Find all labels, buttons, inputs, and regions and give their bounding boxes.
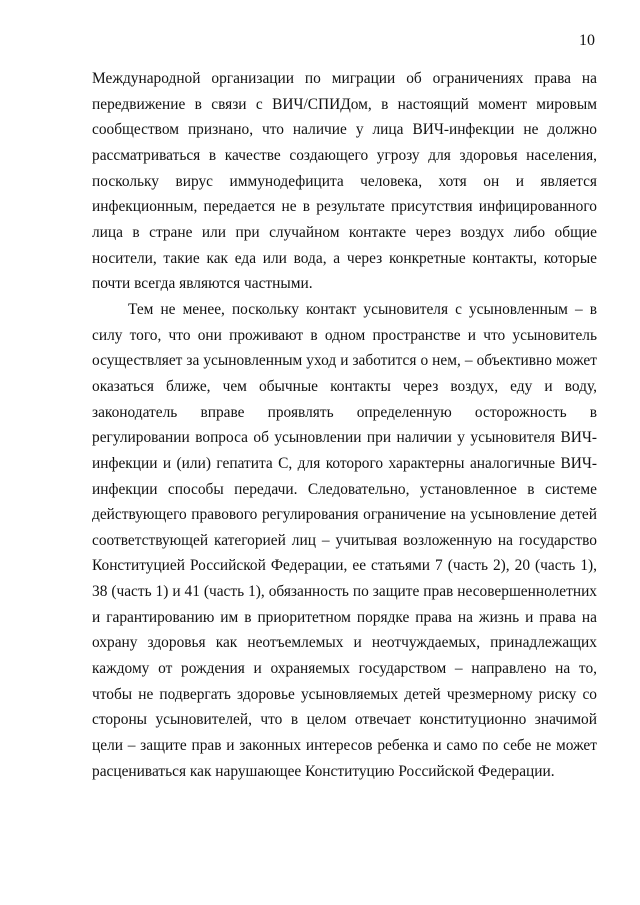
paragraph: Тем не менее, поскольку контакт усыновителя с усыновленным – в силу того, что они проживают в одном пространстве и что усыновитель осуществляет за усыновленным уход и заботится о нем, – объективно может оказаться ближе, чем обычные контакты через воздух, еду и воду, законодатель вправе проявлять определенную осторожность в регулировании вопроса об усыновлении при наличии у усыновителя ВИЧ-инфекции и (или) гепатита С, для которого характерны аналогичные ВИЧ-инфекции способы передачи. Следовательно, установленное в системе действующего правового регулирования ограничение на усыновление детей соответствующей категорией лиц – учитывая возложенную на государство Конституцией Российской Федерации, ее статьями 7 (часть 2), 20 (часть 1), 38 (часть 1) и 41 (часть 1), обязанность по защите прав несовершеннолетних и гарантированию им в приоритетном порядке права на жизнь и права на охрану здоровья как неотъемлемых и неотчуждаемых, принадлежащих каждому от рождения и охраняемых государством – направлено на то, чтобы не подвергать здоровье усыновляемых детей чрезмерному риску со стороны усыновителей, что в целом отвечает конституционно значимой цели – защите прав и законных интересов ребенка и само по себе не может расцениваться как нарушающее Конституцию Российской Федерации. bbox=[92, 300, 597, 780]
paragraph-continuation: Международной организации по миграции об ограничениях права на передвижение в связи с ВИЧ/СПИДом, в настоящий момент мировым сообществом признано, что наличие у лица ВИЧ-инфекции не должно рассматриваться в качестве создающего угрозу для здоровья населения, поскольку вирус иммунодефицита человека, хотя он и является инфекционным, передается не в результате присутствия инфицированного лица в стране или при случайном контакте через воздух либо общие носители, такие как еда или вода, а через конкретные контакты, которые почти всегда являются частными. bbox=[92, 70, 597, 293]
document-body bbox=[92, 66, 597, 784]
page-number: 10 bbox=[579, 32, 595, 49]
